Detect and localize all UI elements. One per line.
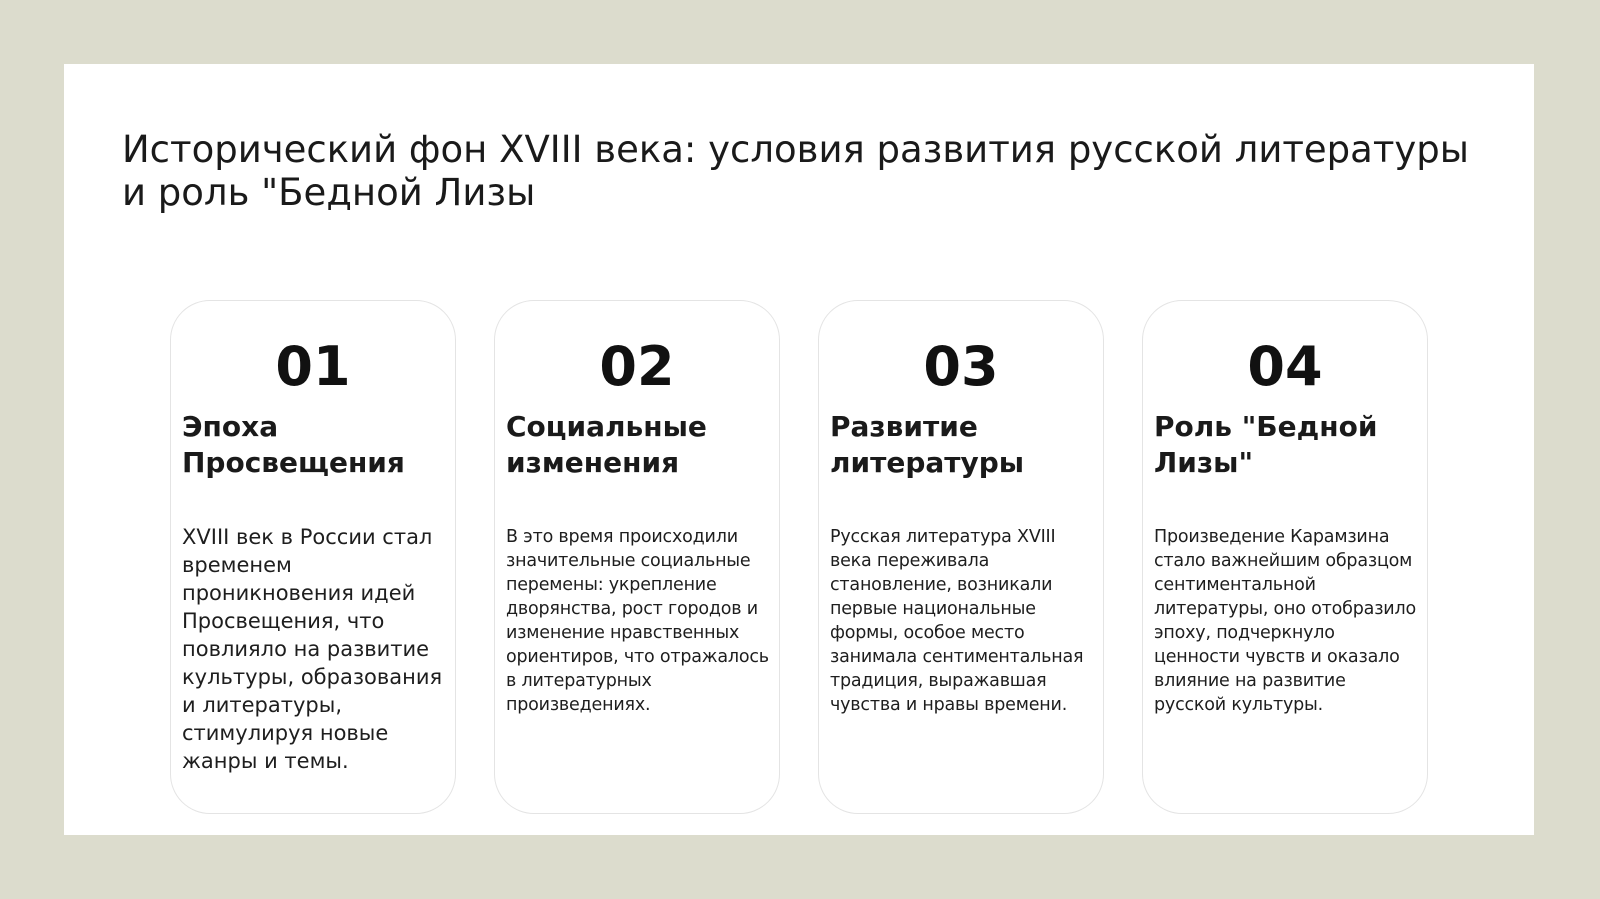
card-number: 02 (599, 335, 675, 398)
slide-title: Исторический фон XVIII века: условия развития русской литературы и роль "Бедной Лизы (122, 128, 1469, 214)
card-text: Произведение Карамзина стало важнейшим образцом сентиментальной литературы, оно отобразило эпоху, подчеркнуло ценности чувств и оказало влияние на развитие русской культуры. (1154, 527, 1416, 715)
card-number: 03 (923, 335, 999, 398)
card-title: Социальные изменения (506, 410, 707, 479)
slide (64, 64, 1534, 835)
card-number: 04 (1247, 335, 1323, 398)
card-title: Роль "Бедной Лизы" (1154, 410, 1378, 479)
card-title: Эпоха Просвещения (182, 410, 405, 479)
card-text: В это время происходили значительные социальные перемены: укрепление дворянства, рост городов и изменение нравственных ориентиров, что отражалось в литературных произведениях. (506, 527, 769, 715)
card-text: XVIII век в России стал временем проникновения идей Просвещения, что повлияло на развитие культуры, образования и литературы, стимулируя новые жанры и темы. (182, 525, 443, 773)
card-social-changes (494, 300, 780, 814)
card-title: Развитие литературы (830, 410, 1025, 479)
card-text: Русская литература XVIII века переживала становление, возникали первые национальные формы, особое место занимала сентиментальная традиция, выражавшая чувства и нравы времени. (830, 527, 1084, 715)
card-poor-liza-role (1142, 300, 1428, 814)
card-literature-development (818, 300, 1104, 814)
card-number: 01 (275, 335, 351, 398)
card-enlightenment (170, 300, 456, 814)
